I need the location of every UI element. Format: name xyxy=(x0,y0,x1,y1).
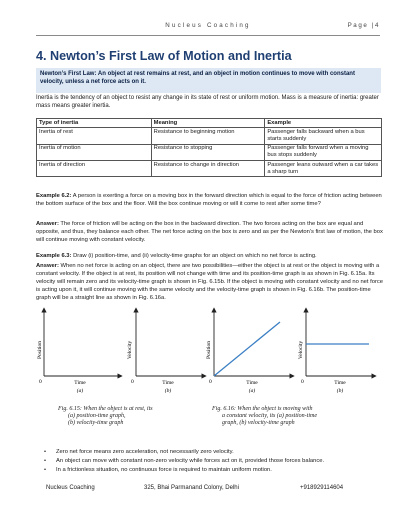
summary-bullets xyxy=(44,448,384,475)
answer-text: When no net force is acting on an object, there are two possibilities—either the object is at rest or the object is moving with a constant velocity. If the object is at rest, its position will not change with time and its position-time graph is as shown in Fig. 6.15a. Its velocity will remain zero and its velocity-time graph is shown in Fig. 6.15b. If the object is moving with constant velocity and no net force is acting upon it, it will continue moving with the same velocity and the velocity-time graph is shown in Fig. 6.16b. The position-time graph will be a straight line as shown in Fig. 6.16a. xyxy=(36,263,384,301)
graph-616b xyxy=(298,310,374,394)
header-title: Nucleus Coaching xyxy=(165,22,251,29)
table-cell: Passenger leans outward when a car takes a sharp turn xyxy=(265,161,382,177)
axis-label-y: Velocity xyxy=(127,340,133,360)
position-line xyxy=(214,322,280,376)
table-cell: Inertia of motion xyxy=(37,144,152,160)
sub-label: (b) xyxy=(164,388,172,394)
example-6-3 xyxy=(36,252,383,260)
axis-label-x: Time xyxy=(334,380,346,386)
table-cell: Inertia of rest xyxy=(37,128,152,144)
sub-label: (a) xyxy=(76,388,84,394)
axis-label-y: Position xyxy=(37,340,43,360)
axis-label-y: Position xyxy=(206,340,212,360)
origin-label: 0 xyxy=(131,379,134,385)
table-cell: Passenger falls forward when a moving bus stops suddenly xyxy=(265,144,382,160)
caption-line: Fig. 6.15: When the object is at rest, its xyxy=(58,406,153,412)
example-label: Example 6.2: xyxy=(36,193,72,199)
figure-caption-6-15 xyxy=(58,406,178,427)
table-row xyxy=(37,161,382,177)
table-cell: Resistance to change in direction xyxy=(151,161,265,177)
example-6-2 xyxy=(36,192,383,208)
table-header: Type of inertia xyxy=(37,119,152,128)
answer-6-3 xyxy=(36,262,383,302)
graph-615a xyxy=(37,310,120,394)
graph-616a xyxy=(206,310,292,394)
sub-label: (b) xyxy=(336,388,344,394)
law-label: Newton’s First Law: xyxy=(40,71,97,77)
caption-line: Fig. 6.16: When the object is moving with xyxy=(212,406,313,412)
footer-brand: Nucleus Coaching xyxy=(46,485,95,491)
caption-line: (b) velocity-time graph xyxy=(68,420,124,426)
footer-address: 325, Bhai Parmanand Colony, Delhi xyxy=(144,485,239,491)
page-header xyxy=(36,20,380,36)
figure-caption-6-16 xyxy=(212,406,352,427)
list-item: • An object can move with constant non-zero velocity while forces act on it, provided those forces balance. xyxy=(44,457,384,466)
answer-6-2 xyxy=(36,220,383,244)
table-header: Meaning xyxy=(151,119,265,128)
caption-line: a constant velocity, its (a) position-time xyxy=(222,413,317,419)
axis-label-x: Time xyxy=(162,380,174,386)
graph-615b xyxy=(127,310,204,394)
caption-line: graph, (b) velocity-time graph xyxy=(222,420,295,426)
table-cell: Passenger falls backward when a bus starts suddenly xyxy=(265,128,382,144)
answer-text: The force of friction will be acting on the box in the backward direction. The two forces acting on the box are equal and opposite, and thus, they balance each other. The net force acting on the box is zero and as per the Newton’s first law of motion, the box will continue moving with constant velocity. xyxy=(36,221,383,243)
inertia-table xyxy=(36,118,382,177)
origin-label: 0 xyxy=(301,379,304,385)
axis-label-x: Time xyxy=(246,380,258,386)
table-row xyxy=(37,144,382,160)
table-cell: Resistance to beginning motion xyxy=(151,128,265,144)
law-text: An object at rest remains at rest, and an object in motion continues to move with constant velocity, unless a net force acts on it. xyxy=(40,71,355,86)
axis-label-x: Time xyxy=(74,380,86,386)
inertia-definition: Inertia is the tendency of an object to resist any change in its state of rest or uniform motion. Mass is a measure of inertia: greater mass means greater inertia. xyxy=(36,95,379,109)
sub-label: (a) xyxy=(248,388,256,394)
footer-phone: +918929114604 xyxy=(300,485,344,491)
origin-label: 0 xyxy=(39,379,42,385)
table-header-row xyxy=(37,119,382,128)
section-title: 4. Newton’s First Law of Motion and Inertia xyxy=(36,49,292,63)
answer-label: Answer: xyxy=(36,263,59,269)
table-row xyxy=(37,128,382,144)
caption-line: (a) position-time graph, xyxy=(68,413,126,419)
list-item: • In a frictionless situation, no continuous force is required to maintain uniform motion. xyxy=(44,466,384,475)
origin-label: 0 xyxy=(209,379,212,385)
axis-label-y: Velocity xyxy=(298,340,304,360)
page-number: Page |4 xyxy=(347,22,380,29)
example-text: Draw (i) position-time, and (ii) velocity-time graphs for an object on which no net force is acting. xyxy=(73,253,317,259)
law-box xyxy=(36,68,381,93)
example-label: Example 6.3: xyxy=(36,253,72,259)
answer-label: Answer: xyxy=(36,221,59,227)
table-header: Example xyxy=(265,119,382,128)
table-cell: Resistance to stopping xyxy=(151,144,265,160)
table-cell: Inertia of direction xyxy=(37,161,152,177)
list-item: • Zero net force means zero acceleration, not necessarily zero velocity. xyxy=(44,448,384,457)
example-text: A person is exerting a force on a moving box in the forward direction which is equal to the force of friction acting between the bottom surface of the box and the floor. Will the box continue moving or will it come to rest after some time? xyxy=(36,193,382,207)
